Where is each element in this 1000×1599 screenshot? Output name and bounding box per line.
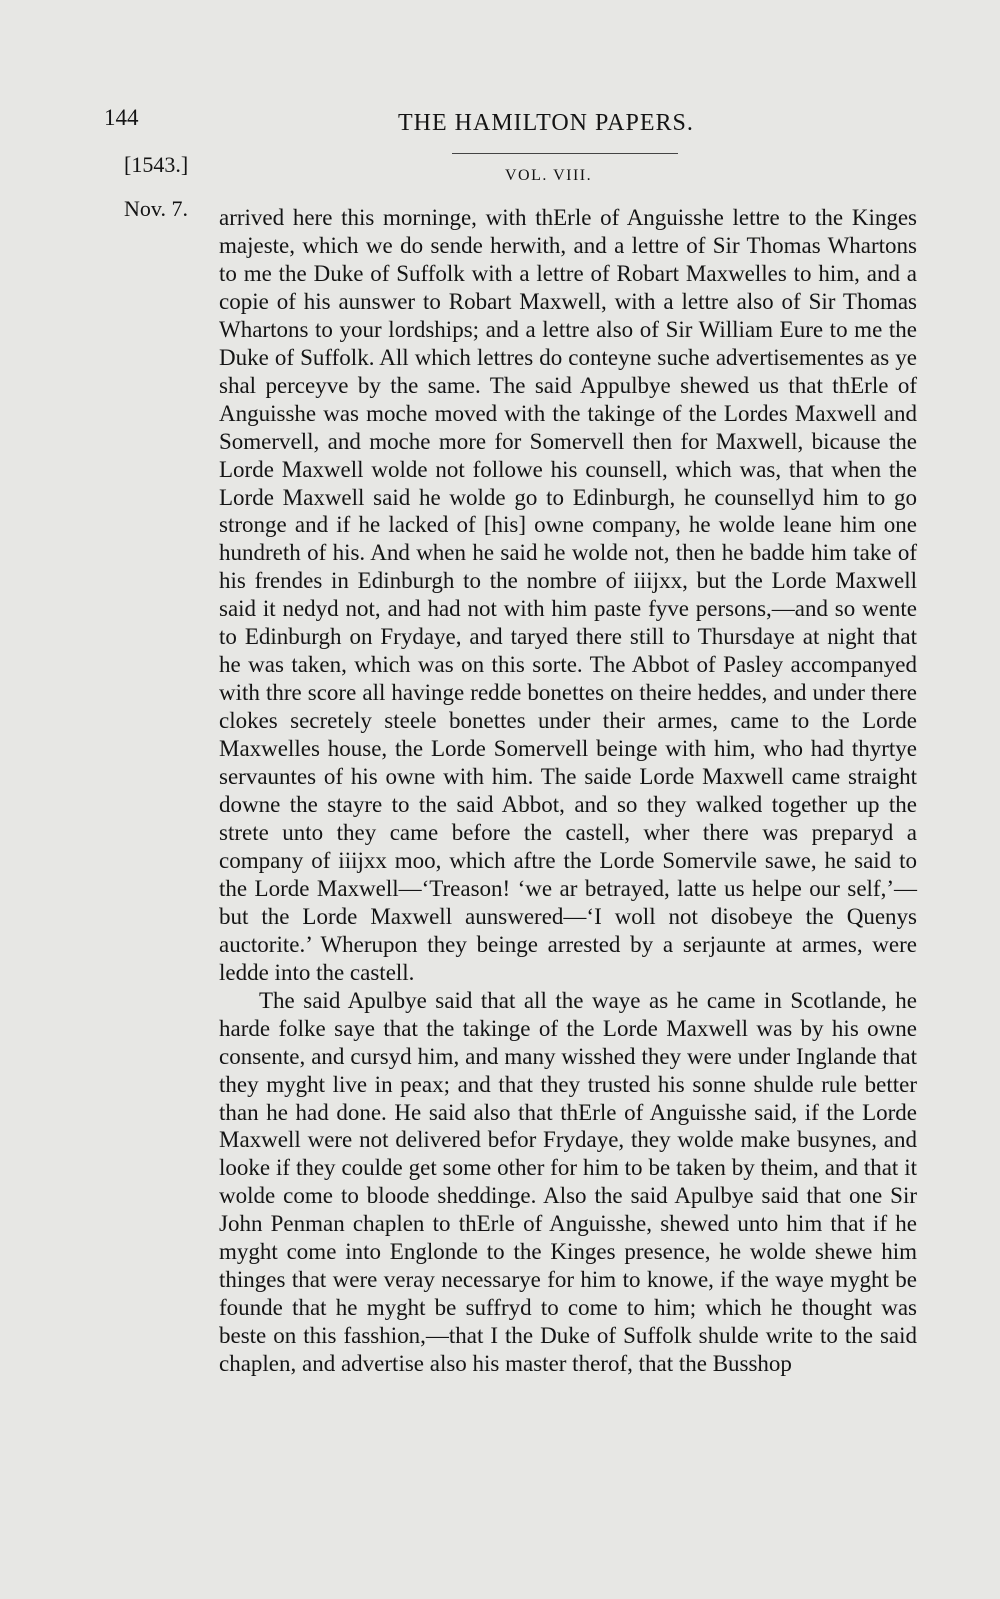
title-rule <box>452 153 678 154</box>
margin-date: Nov. 7. <box>124 196 188 221</box>
body-text <box>219 204 917 1378</box>
year-marker: [1543.] <box>124 152 189 177</box>
paragraph-2: The said Apulbye said that all the waye as he came in Scotlande, he harde folke saye that the takinge of the Lorde Maxwell was by his owne consente, and cursyd him, and many wisshed they were under Inglande that they myght live in peax; and that they trusted his sonne shulde rule better than he had done. He said also that thErle of Anguisshe said, if the Lorde Maxwell were not delivered befor Frydaye, they wolde make busynes, and looke if they coulde get some other for him to be taken by theim, and that it wolde come to bloode sheddinge. Also the said Apulbye said that one Sir John Penman chaplen to thErle of Anguisshe, shewed unto him that if he myght come into Englonde to the Kinges presence, he wolde shewe him thinges that were veray necessarye for him to knowe, if the waye myght be founde that he myght be suffryd to come to him; which he thought was beste on this fasshion,—that I the Duke of Suffolk shulde write to the said chaplen, and advertise also his master therof, that the Busshop <box>219 987 917 1377</box>
volume-label: VOL. VIII. <box>505 167 593 184</box>
page-number: 144 <box>104 105 139 130</box>
running-title: THE HAMILTON PAPERS. <box>398 110 694 136</box>
paragraph-1: arrived here this morninge, with thErle of Anguisshe lettre to the Kinges majeste, which we do sende herwith, and a lettre of Sir Thomas Whartons to me the Duke of Suffolk with a lettre of Robart Maxwelles to him, and a copie of his aunswer to Robart Maxwell, with a lettre also of Sir Thomas Whartons to your lordships; and a lettre also of Sir William Eure to me the Duke of Suffolk. All which lettres do conteyne suche advertisementes as ye shal perceyve by the same. The said Appulbye shewed us that thErle of Anguisshe was moche moved with the takinge of the Lordes Maxwell and Somervell, and moche more for Somervell then for Maxwell, bicause the Lorde Maxwell wolde not followe his counsell, which was, that when the Lorde Maxwell said he wolde go to Edinburgh, he counsellyd him to go stronge and if he lacked of [his] owne company, he wolde leane him one hundreth of his. And when he said he wolde not, then he badde him take of his frendes in Edinburgh to the nombre of iiijxx, but the Lorde Maxwell said it nedyd not, and had not with him paste fyve persons,—and so wente to Edinburgh on Frydaye, and taryed there still to Thursdaye at night that he was taken, which was on this sorte. The Abbot of Pasley accompanyed with thre score all havinge redde bonettes on theire heddes, and under there clokes secretely steele bonettes under their armes, came to the Lorde Maxwelles house, the Lorde Somervell beinge with him, who had thyrtye servauntes of his owne with him. The saide Lorde Maxwell came straight downe the stayre to the said Abbot, and so they walked together up the strete unto they came before the castell, wher there was preparyd a company of iiijxx moo, which aftre the Lorde Somervile sawe, he said to the Lorde Maxwell—‘Treason! ‘we ar betrayed, latte us helpe our self,’—but the Lorde Maxwell aunswered—‘I woll not disobeye the Quenys auctorite.’ Wherupon they beinge arrested by a serjaunte at armes, were ledde into the castell. <box>219 205 917 985</box>
